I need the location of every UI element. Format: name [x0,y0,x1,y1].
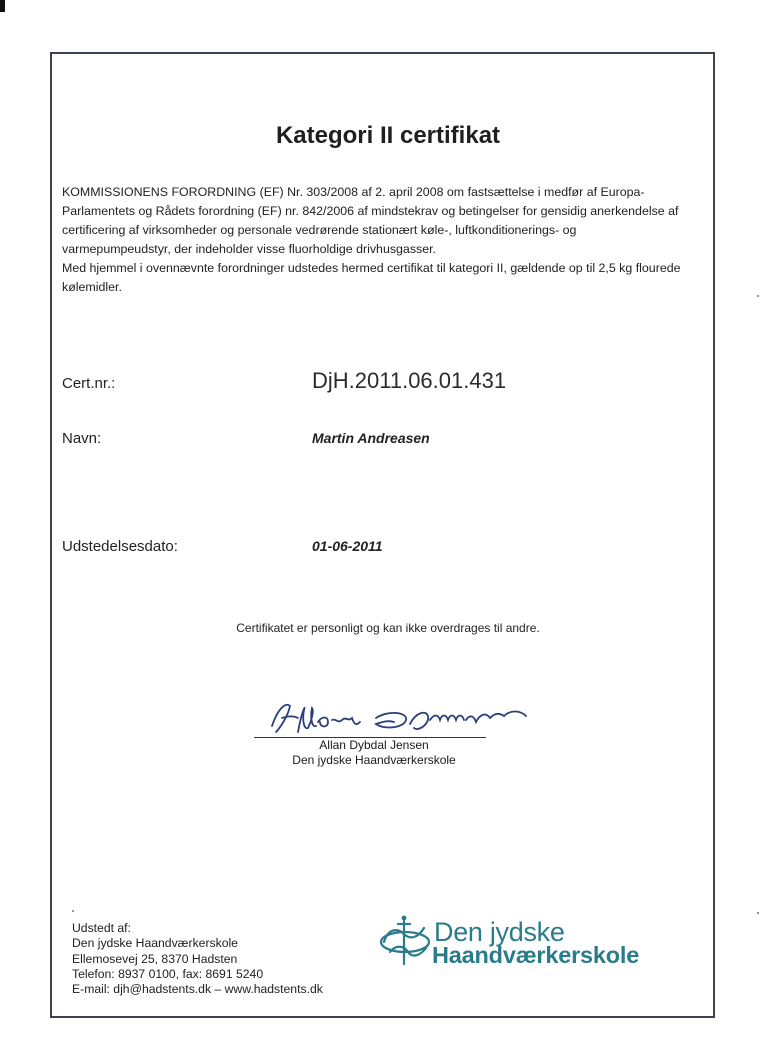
regulation-line: Med hjemmel i ovennævnte forordninger udstedes hermed certifikat til kategori II, gældende op til 2,5 kg flourede [62,261,681,275]
regulation-text [62,183,690,297]
scan-speck [757,295,759,297]
regulation-line: certificering af virksomheder og personale vedrørende stationært køle-, luftkonditionerings- og [62,223,577,237]
logo-text-line2: Haandværkerskole [432,942,640,968]
signer-name: Allan Dybdal Jensen [319,738,429,752]
issue-date-value: 01-06-2011 [312,538,383,554]
school-logo [378,906,698,974]
issuer-line: E-mail: djh@hadstents.dk – www.hadstents.dk [72,982,323,997]
certificate-title: Kategori II certifikat [275,122,501,149]
personal-certificate-note: Certifikatet er personligt og kan ikke overdrages til andre. [236,621,540,635]
regulation-line: KOMMISSIONENS FORORDNING (EF) Nr. 303/2008 af 2. april 2008 om fastsættelse i medfør af Europa- [62,185,645,199]
issuer-address [72,921,323,997]
issuer-line: Den jydske Haandværkerskole [72,936,238,951]
issuer-heading: Udstedt af: [72,921,131,935]
issuer-line: Ellemosevej 25, 8370 Hadsten [72,951,238,966]
regulation-line: Parlamentets og Rådets forordning (EF) nr. 842/2006 af mindstekrav og betingelser for gensidig anerkendelse af [62,204,679,218]
signer-organization: Den jydske Haandværkerskole [292,753,456,767]
scan-corner-mark [0,0,5,12]
scan-speck [757,912,759,914]
cert-number-label: Cert.nr.: [62,375,116,392]
name-label: Navn: [62,430,102,447]
issuer-line: Telefon: 8937 0100, fax: 8691 5240 [72,966,264,981]
issue-date-label: Udstedelsesdato: [62,538,178,555]
signer-block [289,738,459,768]
school-logo-icon [378,914,434,968]
name-value: Martin Andreasen [312,430,430,446]
regulation-line: varmepumpeudstyr, der indeholder visse fluorholdige drivhusgasser. [62,242,436,256]
cert-number-value: DjH.2011.06.01.431 [312,368,507,393]
logo-text-line1: Den jydske [434,917,565,947]
regulation-line: kølemidler. [62,280,122,294]
